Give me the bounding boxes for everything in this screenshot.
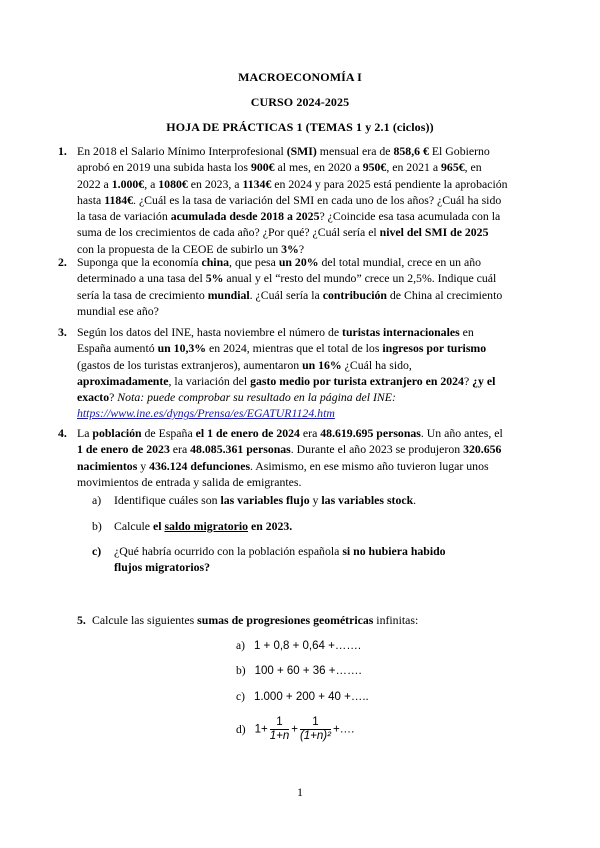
fraction-2: $\frac{1}{\text{(1+n)²}}$: [299, 716, 331, 742]
question-5: [77, 612, 418, 628]
series-lead: 1+: [254, 723, 268, 736]
question-1: [58, 143, 508, 257]
part-text: Calcule el saldo migratorio en 2023.: [114, 519, 293, 533]
worksheet-title: HOJA DE PRÁCTICAS 1 (TEMAS 1 y 2.1 (ciclos)): [166, 120, 434, 134]
question-text: En 2018 el Salario Mínimo Interprofesional (SMI) mensual era de 858,6 € El Gobierno aprobó en 2019 una subida hasta los 900€ al mes, en 2020 a 950€, en 2021 a 965€, en 2022 a 1.000€, a 1080€ en 2023, a 1134€ en 2024 y para 2025 está pendiente la aprobación hasta 1184€. ¿Cuál es la tasa de variación del SMI en cada uno de los años? ¿Cuál ha sido la tasa de variación acumulada desde 2018 a 2025? ¿Coincide esa tasa acumulada con la suma de los crecimientos de cada año? ¿Por qué? ¿Cuál sería el nivel del SMI de 2025 con la propuesta de la CEOE de subirlo un 3%?: [77, 144, 508, 256]
note-text: Nota: puede comprobar su resultado en la página del INE:: [117, 390, 396, 405]
question-number: 4.: [58, 426, 67, 440]
ine-link[interactable]: https://www.ine.es/dyngs/Prensa/es/EGATUR1124.htm: [77, 406, 335, 421]
question-text: La población de España el 1 de enero de 2024 era 48.619.695 personas. Un año antes, el 1 de enero de 2023 era 48.085.361 personas. Durante el año 2023 se produjeron 320.656 nacimientos y 436.124 defunciones. Asimismo, en ese mismo año tuvieron lugar unos movimientos de entrada y salida de emigrantes.: [77, 426, 503, 489]
part-text: ¿Qué habría ocurrido con la población española si no hubiera habido flujos migratorios?: [114, 544, 446, 574]
series-b: [236, 665, 362, 677]
series-d: d) 1+ $\frac{1}{1+n}$ + $\frac{1}{\text{(1+n)²}}$ +….: [236, 716, 355, 742]
question-number: 5.: [77, 613, 86, 627]
page-number: 1: [297, 785, 303, 799]
question-text: Según los datos del INE, hasta noviembre el número de turistas internacionales en España aumentó un 10,3% en 2024, mientras que el total de los ingresos por turismo (gastos de los turistas extranjeros), aumentaron un 16% ¿Cuál ha sido, aproximadamente, la variación del gasto medio por turista extranjero en 2024? ¿y el exacto? Nota: puede comprobar su resultado en la página del INE: https://www.ine.es/dyngs/Prensa/es/EGATUR1124.htm: [77, 325, 496, 421]
series-expression: 1 + 0,8 + 0,64 +…….: [253, 640, 362, 652]
question-number: 1.: [58, 144, 67, 158]
series-label: c): [236, 691, 245, 703]
series-expression: 100 + 60 + 36 +…….: [254, 665, 362, 677]
series-label: a): [236, 640, 245, 652]
fraction-1: $\frac{1}{1+n}$: [269, 716, 290, 742]
part-label: a): [92, 493, 102, 507]
question-4: [58, 425, 508, 490]
course-title: MACROECONOMÍA I: [238, 70, 362, 84]
question-4-part-a: [92, 492, 472, 508]
part-text: Identifique cuáles son las variables flujo y las variables stock.: [114, 493, 417, 507]
question-4-part-b: [92, 518, 472, 534]
series-label: d): [236, 723, 246, 736]
series-expression: 1.000 + 200 + 40 +…..: [253, 691, 369, 703]
question-number: 3.: [58, 325, 67, 339]
series-c: [236, 691, 369, 703]
question-number: 2.: [58, 255, 67, 269]
question-4-part-c: [92, 543, 472, 575]
series-tail: +….: [332, 723, 355, 736]
question-text: Calcule las siguientes sumas de progresiones geométricas infinitas:: [92, 613, 419, 627]
part-label: c): [92, 544, 102, 558]
series-label: b): [236, 665, 246, 677]
part-label: b): [92, 519, 102, 533]
series-a: [236, 640, 361, 652]
question-3: [58, 324, 508, 422]
course-year: CURSO 2024-2025: [250, 95, 350, 109]
question-2: [58, 254, 508, 319]
question-text: Suponga que la economía china, que pesa un 20% del total mundial, crece en un año determinado a una tasa del 5% anual y el “resto del mundo” crece un 2,5%. Indique cuál sería la tasa de crecimiento mundial. ¿Cuál sería la contribución de China al crecimiento mundial ese año?: [77, 255, 503, 318]
